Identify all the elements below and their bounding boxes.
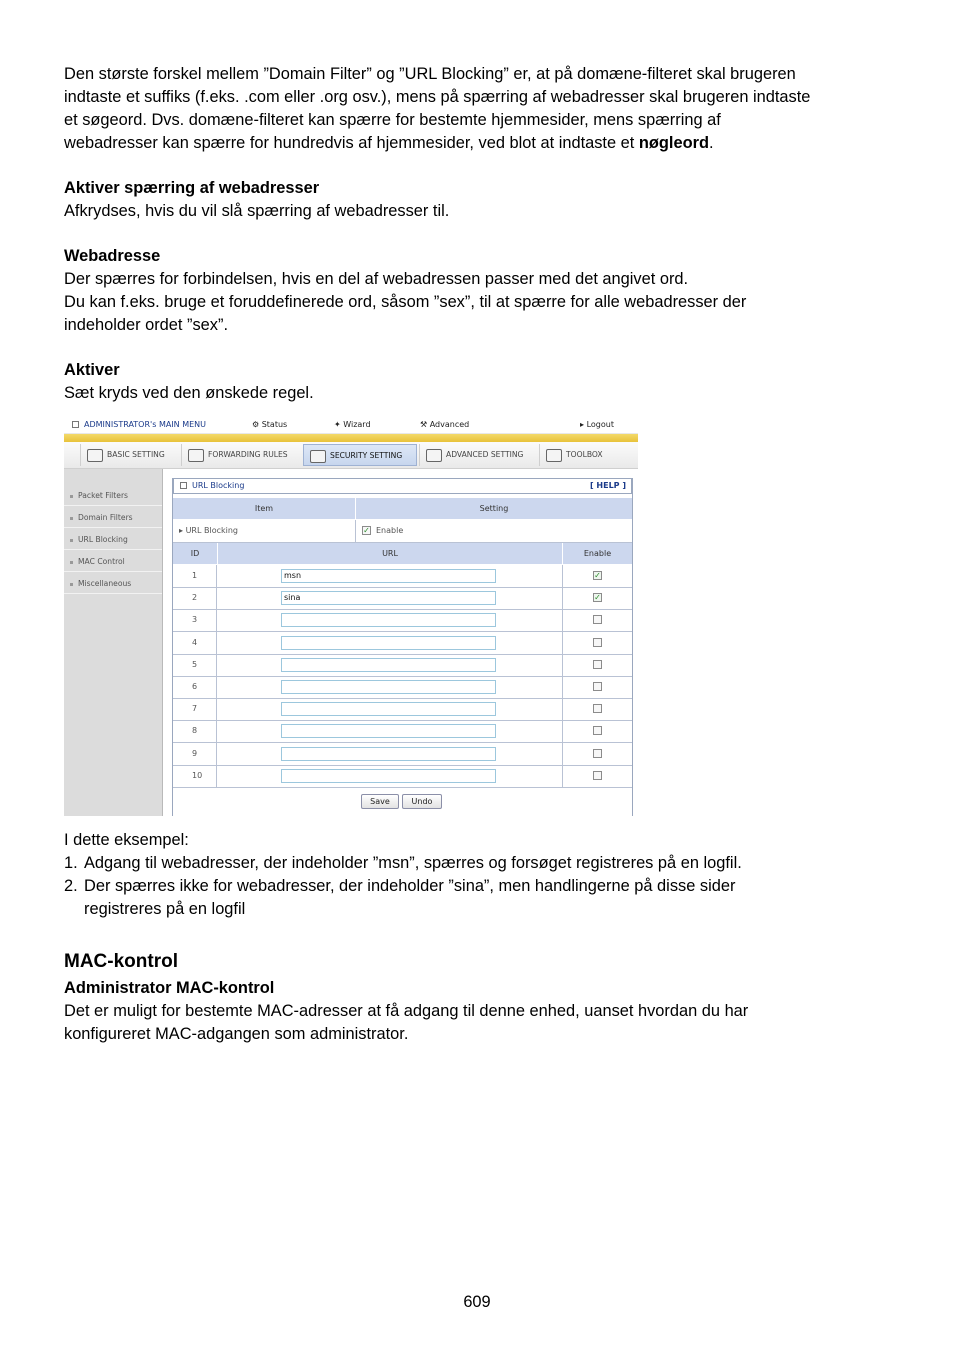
rule-url-input[interactable]	[281, 702, 496, 716]
tab-toolbox-label: TOOLBOX	[566, 450, 603, 459]
button-bar	[173, 794, 632, 810]
example-item-2-line-1: Der spærres ikke for webadresser, der indeholder ”sina”, men handlingerne på disse sider	[84, 877, 736, 895]
rule-row	[173, 587, 632, 610]
help-link[interactable]: [ HELP ]	[589, 481, 626, 490]
tab-security-setting[interactable]	[303, 444, 417, 466]
rule-row	[173, 632, 632, 655]
rule-enable-checkbox[interactable]: ✓	[594, 571, 601, 580]
panel-title	[180, 479, 244, 493]
panel-title-bar	[173, 478, 632, 494]
mac-line-2: konfigureret MAC-adgangen som administrator.	[64, 1025, 409, 1043]
mac-subheading: Administrator MAC-kontrol	[64, 979, 275, 997]
rule-url-cell	[218, 632, 563, 654]
url-blocking-row-label: ▸ URL Blocking	[179, 520, 356, 542]
tab-forwarding-rules[interactable]	[181, 444, 302, 466]
tab-security-label: SECURITY SETTING	[330, 451, 403, 460]
rule-enable-checkbox[interactable]	[593, 704, 602, 713]
url-blocking-enable-row	[173, 520, 632, 543]
url-blocking-enable-label: Enable	[376, 526, 404, 535]
intro-line-4-text: webadresser kan spærre for hundredvis af hjemmesider, ved blot at indtaste et	[64, 134, 639, 152]
enable-text: Sæt kryds ved den ønskede regel.	[64, 384, 314, 402]
tab-advanced-setting[interactable]	[419, 444, 538, 466]
toolbox-icon	[546, 449, 562, 462]
keyword-bold: nøgleord	[638, 134, 709, 152]
url-column-header: URL	[218, 543, 563, 564]
example-item-1-text: Adgang til webadresser, der indeholder ”msn”, spærres og forsøget registreres på en logfil.	[84, 854, 742, 872]
logout-link[interactable]: ▸ Logout	[580, 420, 614, 429]
rule-url-cell	[218, 654, 563, 676]
example-item-2-line-2: registreres på en logfil	[84, 900, 246, 918]
rule-enable-cell	[563, 720, 632, 742]
sidebar-item-miscellaneous[interactable]: Miscellaneous	[64, 573, 162, 594]
advanced-label: Advanced	[429, 420, 470, 429]
example-item-1-number: 1.	[64, 854, 78, 872]
intro-line-4	[64, 132, 894, 155]
main-tab-row	[64, 442, 638, 469]
rule-url-input[interactable]	[281, 680, 496, 694]
wizard-label: Wizard	[343, 420, 371, 429]
rule-enable-cell	[563, 632, 632, 654]
url-heading: Webadresse	[64, 247, 161, 265]
rule-enable-cell	[563, 609, 632, 631]
rule-url-cell	[218, 676, 563, 698]
rule-id: 8	[173, 720, 217, 742]
url-line-3: indeholder ordet ”sex”.	[64, 316, 228, 334]
sidebar-item-domain-filters[interactable]: Domain Filters	[64, 507, 162, 528]
tab-basic-label: BASIC SETTING	[107, 450, 165, 459]
url-paragraph	[64, 268, 894, 337]
panel-square-icon	[180, 482, 187, 489]
rule-url-input[interactable]	[281, 636, 496, 650]
mac-section-title: MAC-kontrol	[64, 951, 178, 972]
example-item-1	[64, 852, 904, 875]
rules-header	[173, 543, 632, 565]
rule-row	[173, 565, 632, 588]
rule-row	[173, 654, 632, 677]
rule-enable-checkbox[interactable]	[593, 638, 602, 647]
rule-enable-checkbox[interactable]	[593, 660, 602, 669]
rule-url-cell	[218, 765, 563, 787]
rule-row	[173, 698, 632, 721]
rule-enable-cell	[563, 743, 632, 765]
rule-row	[173, 609, 632, 632]
status-link[interactable]: ⚙ Status	[252, 420, 288, 429]
rule-enable-cell	[563, 654, 632, 676]
rule-enable-checkbox[interactable]	[593, 771, 602, 780]
rule-id: 3	[173, 609, 217, 631]
forwarding-rules-icon	[188, 449, 204, 462]
tab-toolbox[interactable]	[539, 444, 617, 466]
rule-id: 6	[173, 676, 217, 698]
url-blocking-panel	[172, 478, 633, 816]
status-label: Status	[261, 420, 288, 429]
example-intro: I dette eksempel:	[64, 831, 189, 849]
url-line-2: Du kan f.eks. bruge et foruddefinerede ord, såsom ”sex”, til at spærre for alle webadresser der	[64, 293, 747, 311]
security-setting-icon	[310, 450, 326, 463]
rule-url-cell	[218, 698, 563, 720]
rule-row	[173, 743, 632, 766]
rule-enable-cell	[563, 587, 632, 609]
intro-line-4-end: .	[709, 134, 714, 152]
admin-main-menu-label: ADMINISTRATOR's MAIN MENU	[84, 420, 206, 429]
rule-url-input[interactable]: msn	[281, 569, 496, 583]
rule-enable-checkbox[interactable]: ✓	[594, 593, 601, 603]
save-button[interactable]: Save	[361, 794, 399, 809]
advanced-setting-icon	[426, 449, 442, 462]
rule-id: 7	[173, 698, 217, 720]
url-blocking-enable-cell	[356, 520, 632, 542]
example-item-2	[64, 875, 904, 921]
rule-url-cell	[218, 743, 563, 765]
rule-url-input[interactable]: sina	[281, 591, 496, 605]
tab-advanced-label: ADVANCED SETTING	[446, 450, 524, 459]
rule-url-input[interactable]	[281, 658, 496, 672]
tab-basic-setting[interactable]	[80, 444, 180, 466]
sidebar-item-mac-control[interactable]: MAC Control	[64, 551, 162, 572]
item-column-header: Item	[173, 498, 356, 519]
mac-paragraph	[64, 1000, 894, 1046]
rule-enable-cell	[563, 676, 632, 698]
intro-line-3: et søgeord. Dvs. domæne-filteret kan spærre for bestemte hjemmesider, mens spærring af	[64, 111, 721, 129]
id-column-header: ID	[173, 543, 218, 564]
top-menu-bar	[64, 418, 638, 434]
rule-url-input[interactable]	[281, 724, 496, 738]
rule-enable-cell	[563, 698, 632, 720]
rule-url-cell	[218, 609, 563, 631]
url-line-1: Der spærres for forbindelsen, hvis en del af webadressen passer med det angivet ord.	[64, 270, 689, 288]
page-number: 609	[463, 1293, 491, 1311]
undo-button[interactable]: Undo	[402, 794, 442, 809]
activate-text: Afkrydses, hvis du vil slå spærring af webadresser til.	[64, 202, 450, 220]
basic-setting-icon	[87, 449, 103, 462]
mac-line-1: Det er muligt for bestemte MAC-adresser at få adgang til denne enhed, uanset hvordan du har	[64, 1002, 749, 1020]
rule-url-cell	[218, 587, 563, 609]
rule-enable-checkbox[interactable]	[593, 749, 602, 758]
rule-id: 10	[173, 765, 217, 787]
logout-label: Logout	[586, 420, 614, 429]
rule-id: 5	[173, 654, 217, 676]
rule-url-input[interactable]	[281, 613, 496, 627]
activate-heading: Aktiver spærring af webadresser	[64, 179, 320, 197]
rule-url-input[interactable]	[281, 747, 496, 761]
url-blocking-enable-checkbox[interactable]: ✓	[363, 526, 370, 535]
tab-forwarding-label: FORWARDING RULES	[208, 450, 288, 459]
wizard-link[interactable]: ✦ Wizard	[334, 420, 371, 429]
enable-heading: Aktiver	[64, 361, 120, 379]
rule-id: 2	[173, 587, 217, 609]
panel-title-text: URL Blocking	[192, 481, 245, 490]
rule-enable-cell	[563, 565, 632, 587]
rule-enable-checkbox[interactable]	[593, 615, 602, 624]
enable-column-header: Enable	[583, 549, 612, 558]
rule-row	[173, 765, 632, 788]
rule-url-cell	[218, 720, 563, 742]
intro-paragraph	[64, 63, 894, 155]
rule-id: 4	[173, 632, 217, 654]
setting-column-header: Setting	[479, 504, 509, 513]
rule-id: 9	[173, 743, 217, 765]
admin-main-menu-link[interactable]	[72, 420, 206, 429]
rule-url-cell	[218, 565, 563, 587]
sidebar-item-url-blocking[interactable]: URL Blocking	[64, 529, 162, 550]
rule-row	[173, 720, 632, 743]
menu-square-icon	[72, 421, 79, 428]
intro-line-1: Den største forskel mellem ”Domain Filter” og ”URL Blocking” er, at på domæne-filteret skal brugeren	[64, 65, 796, 83]
rule-url-input[interactable]	[281, 769, 496, 783]
rule-enable-checkbox[interactable]	[593, 726, 602, 735]
advanced-link[interactable]: ⚒ Advanced	[420, 420, 470, 429]
rule-row	[173, 676, 632, 699]
rule-enable-checkbox[interactable]	[593, 682, 602, 691]
item-setting-header	[173, 498, 632, 520]
yellow-band	[64, 434, 638, 442]
rule-enable-cell	[563, 765, 632, 787]
rule-id: 1	[173, 565, 217, 587]
url-blocking-row-text: URL Blocking	[185, 526, 238, 535]
router-screenshot	[64, 418, 638, 816]
intro-line-2: indtaste et suffiks (f.eks. .com eller .org osv.), mens på spærring af webadresser skal brugeren indtaste	[64, 88, 811, 106]
sidebar-item-packet-filters[interactable]: Packet Filters	[64, 485, 162, 506]
example-item-2-number: 2.	[64, 877, 78, 895]
sidebar	[64, 469, 163, 816]
